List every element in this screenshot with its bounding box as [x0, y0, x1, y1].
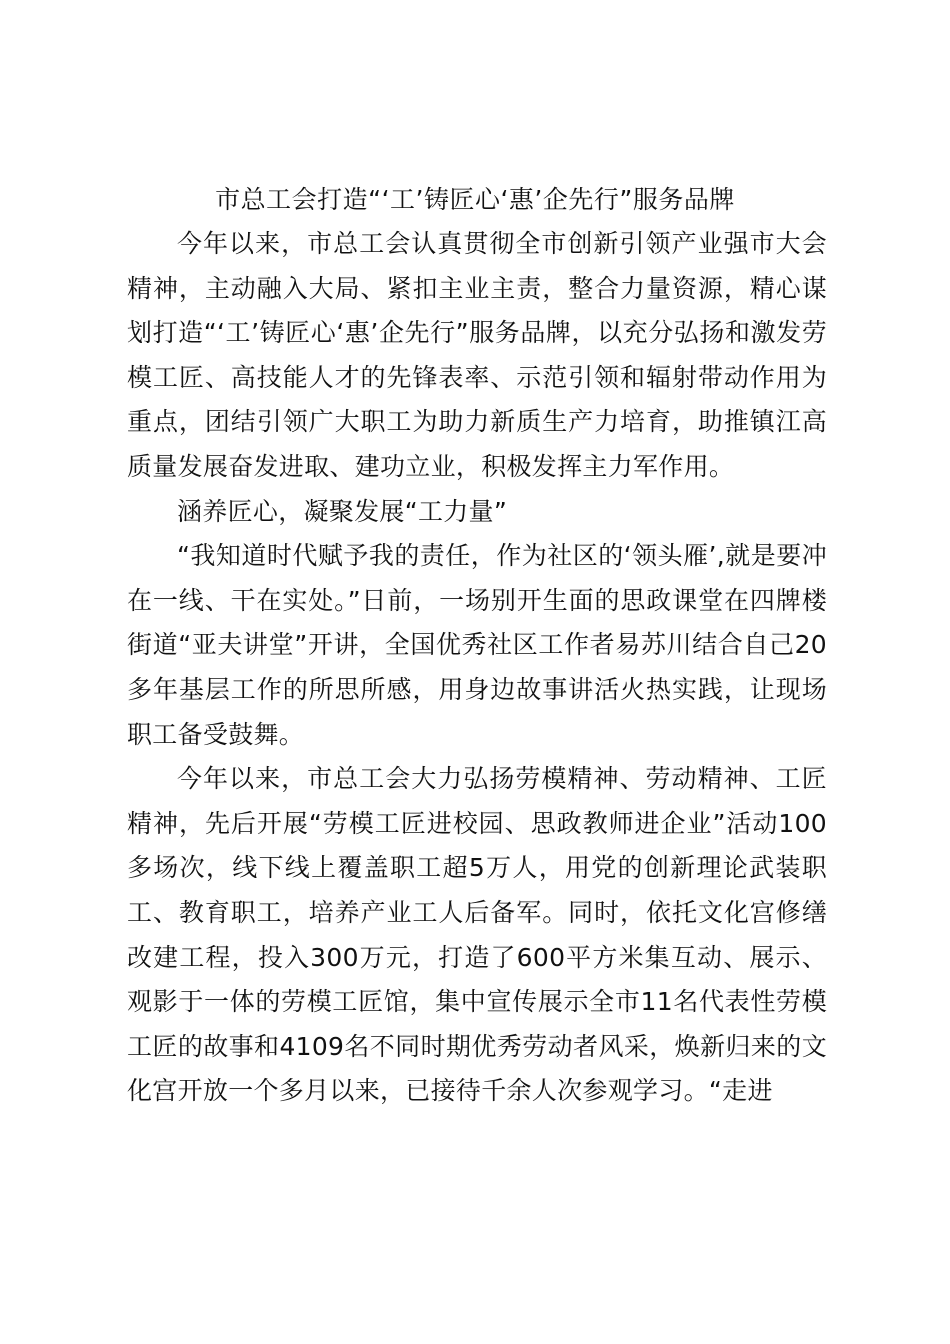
- document-body: [127, 222, 827, 1114]
- section-heading: 涵养匠心，凝聚发展“工力量”: [177, 496, 508, 526]
- activities-paragraph: 今年以来，市总工会大力弘扬劳模精神、劳动精神、工匠精神，先后开展“劳模工匠进校园、思政教师进企业”活动100多场次，线下线上覆盖职工超5万人，用党的创新理论武装职工、教育职工，培养产业工人后备军。同时，依托文化宫修缮改建工程，投入300万元，打造了600平方米集互动、展示、观影于一体的劳模工匠馆，集中宣传展示全市11名代表性劳模工匠的故事和4109名不同时期优秀劳动者风采，焕新归来的文化宫开放一个多月以来，已接待千余人次参观学习。“走进: [127, 764, 827, 1106]
- document-title: 市总工会打造“‘工’铸匠心‘惠’企先行”服务品牌: [215, 185, 735, 214]
- intro-paragraph: 今年以来，市总工会认真贯彻全市创新引领产业强市大会精神，主动融入大局、紧扣主业主责，整合力量资源，精心谋划打造“‘工’铸匠心‘惠’企先行”服务品牌，以充分弘扬和激发劳模工匠、高技能人才的先锋表率、示范引领和辐射带动作用为重点，团结引领广大职工为助力新质生产力培育，助推镇江高质量发展奋发进取、建功立业，积极发挥主力军作用。: [127, 229, 827, 481]
- quote-paragraph: “我知道时代赋予我的责任，作为社区的‘领头雁’,就是要冲在一线、干在实处。”日前，一场别开生面的思政课堂在四牌楼街道“亚夫讲堂”开讲，全国优秀社区工作者易苏川结合自己20多年基层工作的所思所感，用身边故事讲活火热实践，让现场职工备受鼓舞。: [127, 541, 827, 749]
